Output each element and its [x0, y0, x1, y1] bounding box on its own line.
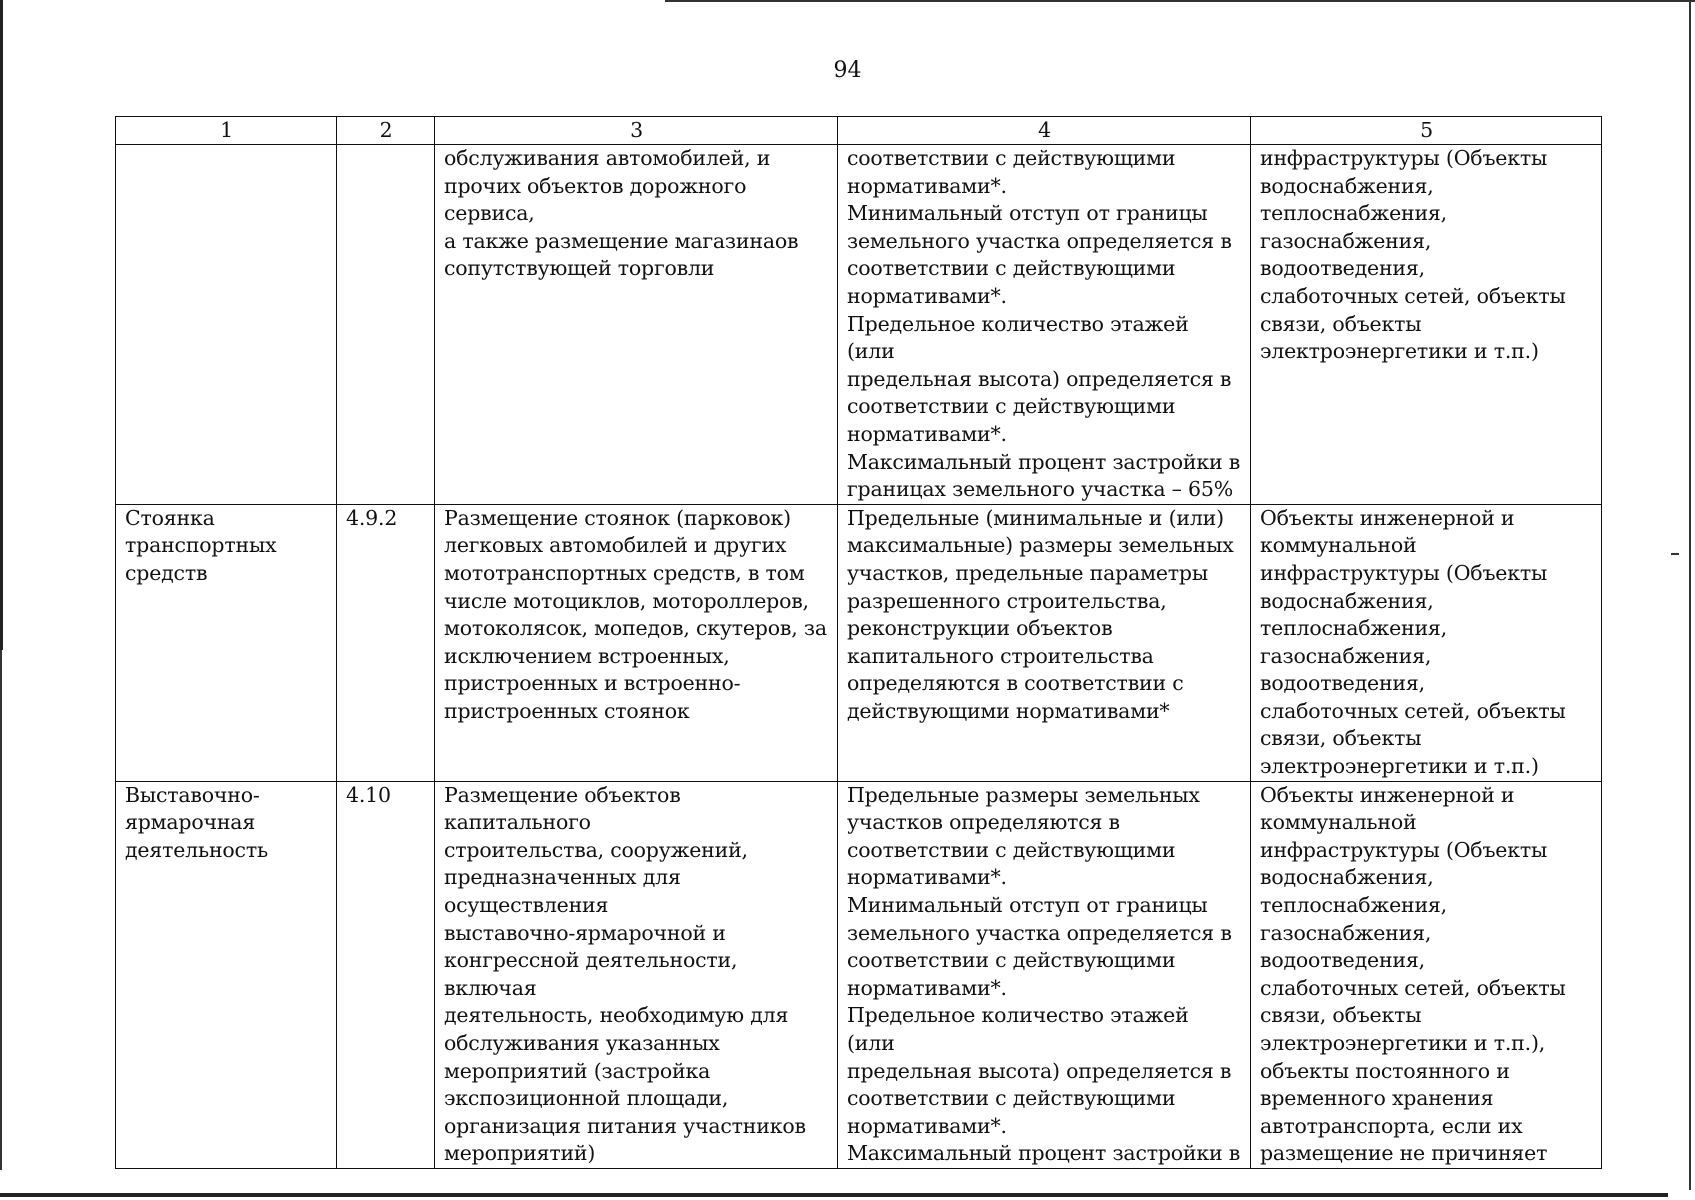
parameters-cell: Предельные размеры земельных участков определяются в соответствии с действующими нормативами*. Минимальный отступ от границы земельного участка определяется в соответствии с действующими нормативами*. Предельное количество этажей (или предельная высота) определяется в соответствии с действующими нормативами*. Максимальный процент застройки в: [838, 781, 1251, 1168]
use-name-cell: [116, 145, 337, 505]
table-header-row: [116, 117, 1602, 145]
column-header-4: 4: [838, 117, 1251, 145]
column-header-2: 2: [337, 117, 435, 145]
scan-edge-top: [665, 0, 1695, 2]
use-name-cell: Выставочно- ярмарочная деятельность: [116, 781, 337, 1168]
scan-edge-left: [0, 0, 3, 650]
scan-edge-left-lower: [0, 650, 2, 1170]
use-description-cell: Размещение стоянок (парковок) легковых автомобилей и других мототранспортных средств, в том числе мотоциклов, мотороллеров, мотоколясок, мопедов, скутеров, за исключением встроенных, пристроенных и встроенно- пристроенных стоянок: [435, 504, 838, 781]
use-code-cell: [337, 145, 435, 505]
scan-edge-right: [1689, 0, 1691, 1190]
table-row: [116, 781, 1602, 1168]
table-row: [116, 145, 1602, 505]
use-description-cell: Размещение объектов капитального строительства, сооружений, предназначенных для осуществления выставочно-ярмарочной и конгрессной деятельности, включая деятельность, необходимую для обслуживания указанных мероприятий (застройка экспозиционной площади, организация питания участников мероприятий): [435, 781, 838, 1168]
parameters-cell: Предельные (минимальные и (или) максимальные) размеры земельных участков, предельные параметры разрешенного строительства, реконструкции объектов капитального строительства определяются в соответствии с действующими нормативами*: [838, 504, 1251, 781]
scan-dash-mark: [1671, 553, 1679, 555]
allowed-objects-cell: Объекты инженерной и коммунальной инфраструктуры (Объекты водоснабжения, теплоснабжения, газоснабжения, водоотведения, слаботочных сетей, объекты связи, объекты электроэнергетики и т.п.), объекты постоянного и временного хранения автотранспорта, если их размещение не причиняет: [1251, 781, 1602, 1168]
table-row: [116, 504, 1602, 781]
allowed-objects-cell: Объекты инженерной и коммунальной инфраструктуры (Объекты водоснабжения, теплоснабжения, газоснабжения, водоотведения, слаботочных сетей, объекты связи, объекты электроэнергетики и т.п.): [1251, 504, 1602, 781]
parameters-cell: соответствии с действующими нормативами*. Минимальный отступ от границы земельного участка определяется в соответствии с действующими нормативами*. Предельное количество этажей (или предельная высота) определяется в соответствии с действующими нормативами*. Максимальный процент застройки в границах земельного участка – 65%: [838, 145, 1251, 505]
scan-edge-bottom: [0, 1193, 1668, 1197]
regulations-table: [115, 116, 1602, 1169]
column-header-1: 1: [116, 117, 337, 145]
column-header-3: 3: [435, 117, 838, 145]
use-code-cell: 4.9.2: [337, 504, 435, 781]
page-number: 94: [833, 58, 862, 83]
use-name-cell: Стоянка транспортных средств: [116, 504, 337, 781]
column-header-5: 5: [1251, 117, 1602, 145]
allowed-objects-cell: инфраструктуры (Объекты водоснабжения, теплоснабжения, газоснабжения, водоотведения, слаботочных сетей, объекты связи, объекты электроэнергетики и т.п.): [1251, 145, 1602, 505]
use-description-cell: обслуживания автомобилей, и прочих объектов дорожного сервиса, а также размещение магазинаов сопутствующей торговли: [435, 145, 838, 505]
use-code-cell: 4.10: [337, 781, 435, 1168]
